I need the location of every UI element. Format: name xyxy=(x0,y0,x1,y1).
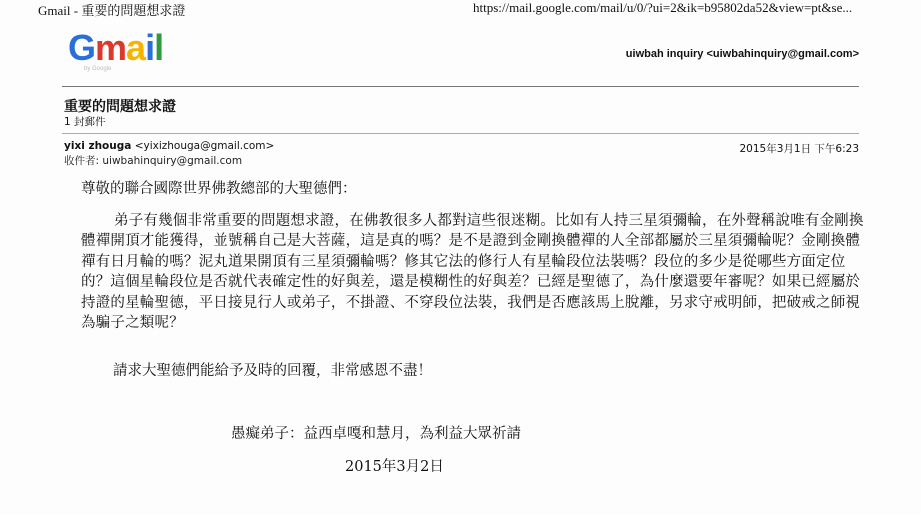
request-line: 請求大聖德們能給予及時的回覆，非常感恩不盡！ xyxy=(113,363,432,379)
gmail-logo-letter: G xyxy=(68,27,96,68)
recipient: 收件者: uiwbahinquiry@gmail.com xyxy=(64,155,243,167)
gmail-logo-letters xyxy=(68,27,163,68)
gmail-logo-letter: i xyxy=(145,27,155,68)
gmail-logo xyxy=(68,26,178,70)
paragraph-line: 是模糊性的好與差？已經是聖德了，為什麼還要年審呢？如果已經屬於持證的星輪聖德，平日接見行人 xyxy=(81,274,861,311)
paragraph-line: 全部都屬於三星須彌輪呢？金剛換體禪有日月輪的嗎？泥丸道果開頂有三星須彌輪嗎？修其它法的修行 xyxy=(81,233,861,270)
print-header-url: https://mail.google.com/mail/u/0/?ui=2&ik=b95802da52&view=pt&se... xyxy=(473,0,853,15)
gmail-logo-letter: a xyxy=(126,27,146,68)
gmail-logo-letter: m xyxy=(95,27,127,68)
gmail-logo-letter: l xyxy=(154,27,164,68)
paragraph-line: 人有星輪段位法裝嗎？段位的多少是從哪些方面定位的？這個星輪段位是否就代表確定性的好與差，還 xyxy=(81,253,846,291)
message-count: 1 封郵件 xyxy=(64,116,106,128)
paragraph-line: 呢？ xyxy=(154,315,184,332)
sender-email: <yixizhouga@gmail.com> xyxy=(134,140,275,152)
message-date: 2015年3月1日 下午6:23 xyxy=(739,143,859,155)
paragraph-line: 或弟子，不掛證、不穿段位法裝，我們是否應該馬上脫離，另求守戒明師，把破戒之師視為騙子之類 xyxy=(81,294,861,332)
thread-subject: 重要的問題想求證 xyxy=(64,99,176,115)
account-label: uiwbah inquiry <uiwbahinquiry@gmail.com> xyxy=(625,48,859,60)
paragraph-line: 弟子有幾個非常重要的問題想求證，在佛教很多人都對這些很迷糊。比如有人持三星須彌輪，在外 xyxy=(114,213,747,229)
gmail-logo-tagline: by Google xyxy=(84,66,112,72)
paragraph-line: 聲稱說唯有金剛換體禪開頂才能獲得，並號稱自己是大菩薩，這是真的嗎？是不是證到金剛換體禪的人 xyxy=(81,213,864,250)
greeting: 尊敬的聯合國際世界佛教總部的大聖德們： xyxy=(81,181,357,197)
thread-divider xyxy=(62,133,859,134)
print-header-title: Gmail - 重要的問題想求證 xyxy=(38,3,186,18)
sender-name: yixi zhouga xyxy=(64,140,132,152)
sender xyxy=(64,140,274,152)
sign-date: 2015年3月2日 xyxy=(345,459,444,475)
header-divider xyxy=(62,86,859,87)
signoff: 愚癡弟子：益西卓嘎和慧月，為利益大眾祈請 xyxy=(231,426,521,442)
main-paragraph xyxy=(81,211,871,333)
